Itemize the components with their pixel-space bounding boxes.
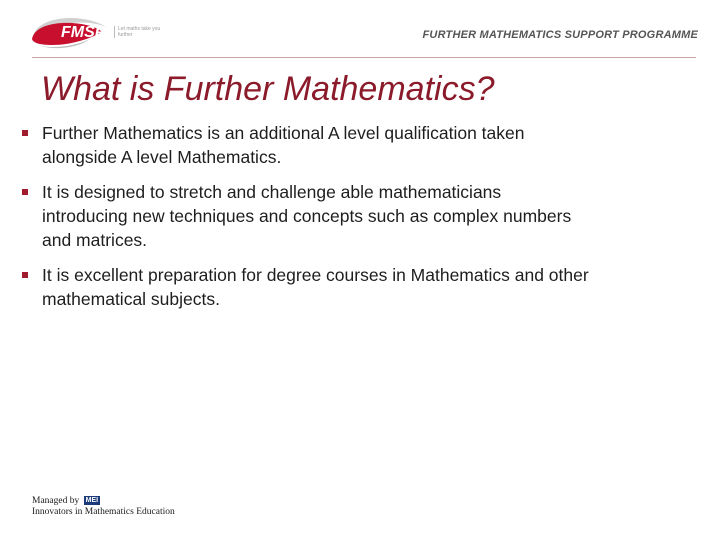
bullet-line: It is designed to stretch and challenge able mathematicians [42, 182, 502, 202]
bullet-line: It is excellent preparation for degree courses in Mathematics and other [42, 265, 589, 285]
bullet-list [20, 121, 680, 322]
bullet-line: mathematical subjects. [42, 289, 220, 309]
footer-tagline: Innovators in Mathematics Education [32, 507, 175, 517]
bullet-item [20, 263, 680, 311]
bullet-item [20, 180, 680, 252]
logo-tagline: Let maths take you further [114, 26, 170, 38]
square-bullet-icon [22, 189, 28, 195]
square-bullet-icon [22, 130, 28, 136]
logo-text: FMSP [61, 24, 106, 41]
mei-logo: MEI [85, 497, 99, 504]
footer [32, 496, 175, 518]
programme-title: FURTHER MATHEMATICS SUPPORT PROGRAMME [422, 29, 698, 41]
bullet-line: Further Mathematics is an additional A level qualification taken [42, 123, 525, 143]
bullet-line: and matrices. [42, 230, 148, 250]
fmsp-logo [28, 15, 163, 53]
square-bullet-icon [22, 272, 28, 278]
managed-by-text: Managed by [32, 496, 80, 506]
bullet-line: alongside A level Mathematics. [42, 147, 282, 167]
footer-managed-by [32, 496, 175, 507]
bullet-item [20, 121, 680, 169]
bullet-line: introducing new techniques and concepts such as complex numbers [42, 206, 572, 226]
page-title: What is Further Mathematics? [41, 70, 495, 108]
header-divider [32, 57, 696, 58]
